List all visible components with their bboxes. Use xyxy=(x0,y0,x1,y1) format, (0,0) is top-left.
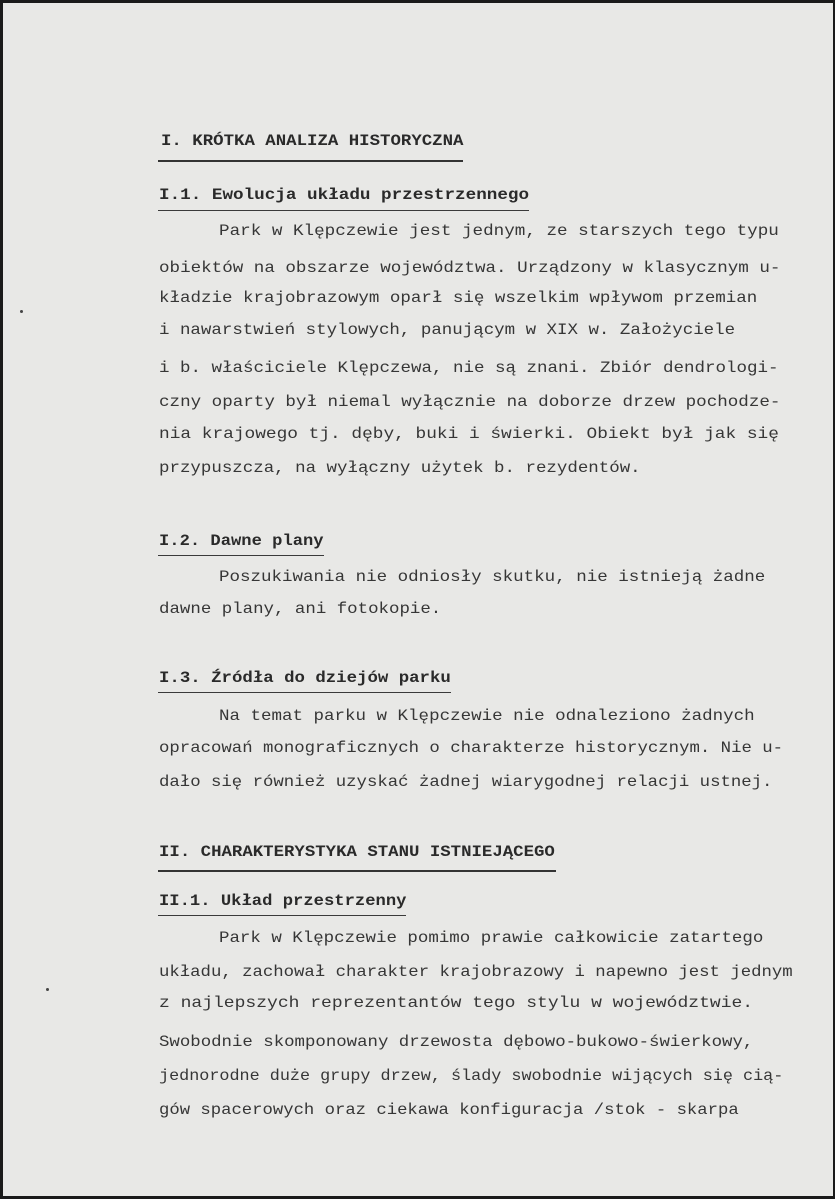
subsection-title-1-3: I.3. Źródła do dziejów parku xyxy=(159,669,451,687)
document-page xyxy=(3,3,833,1196)
text-line-2-1-4: Swobodnie skomponowany drzewosta dębowo-bukowo-świerkowy, xyxy=(159,1033,754,1051)
text-line-1-1-6: czny oparty był niemal wyłącznie na doborze drzew pochodze- xyxy=(159,393,781,411)
text-line-1-1-4: i nawarstwień stylowych, panującym w XIX w. Założyciele xyxy=(159,321,736,339)
text-line-1-2-1: Poszukiwania nie odniosły skutku, nie istnieją żadne xyxy=(219,568,766,586)
text-line-1-2-2: dawne plany, ani fotokopie. xyxy=(159,600,442,618)
subsection-title-2-1: II.1. Układ przestrzenny xyxy=(159,892,407,910)
text-line-2-1-3: z najlepszych reprezentantów tego stylu w województwie. xyxy=(159,994,754,1012)
text-line-1-1-7: nia krajowego tj. dęby, buki i świerki. Obiekt był jak się xyxy=(159,425,779,443)
text-line-1-1-2: obiektów na obszarze województwa. Urządzony w klasycznym u- xyxy=(159,259,781,277)
subsection-title-1-3-underline xyxy=(158,692,451,693)
scan-speck xyxy=(46,988,49,991)
scan-speck xyxy=(20,310,23,313)
text-line-1-3-2: opracowań monograficznych o charakterze historycznym. Nie u- xyxy=(159,739,784,757)
subsection-title-1-2-underline xyxy=(158,555,324,556)
text-line-1-1-1: Park w Klępczewie jest jednym, ze starszych tego typu xyxy=(219,222,779,240)
text-line-2-1-2: układu, zachował charakter krajobrazowy i napewno jest jednym xyxy=(159,963,793,981)
section-heading-1: I. KRÓTKA ANALIZA HISTORYCZNA xyxy=(161,132,464,150)
section-heading-2-rule xyxy=(158,870,556,872)
text-line-1-3-1: Na temat parku w Klępczewie nie odnaleziono żadnych xyxy=(219,707,755,725)
subsection-title-1-1: I.1. Ewolucja układu przestrzennego xyxy=(159,186,530,204)
text-line-1-1-3: kładzie krajobrazowym oparł się wszelkim wpływom przemian xyxy=(159,289,758,307)
section-heading-1-rule xyxy=(158,160,463,162)
text-line-2-1-5: jednorodne duże grupy drzew, ślady swobodnie wijących się cią- xyxy=(159,1067,784,1085)
section-heading-2: II. CHARAKTERYSTYKA STANU ISTNIEJĄCEGO xyxy=(159,843,555,861)
subsection-title-2-1-underline xyxy=(158,915,406,916)
subsection-title-1-2: I.2. Dawne plany xyxy=(159,532,324,550)
text-line-1-3-3: dało się również uzyskać żadnej wiarygodnej relacji ustnej. xyxy=(159,773,773,791)
subsection-title-1-1-underline xyxy=(158,210,529,211)
text-line-2-1-6: gów spacerowych oraz ciekawa konfiguracja /stok - skarpa xyxy=(159,1101,739,1119)
text-line-1-1-8: przypuszcza, na wyłączny użytek b. rezydentów. xyxy=(159,459,641,477)
text-line-2-1-1: Park w Klępczewie pomimo prawie całkowicie zatartego xyxy=(219,929,764,947)
text-line-1-1-5: i b. właściciele Klępczewa, nie są znani. Zbiór dendrologi- xyxy=(159,359,779,377)
